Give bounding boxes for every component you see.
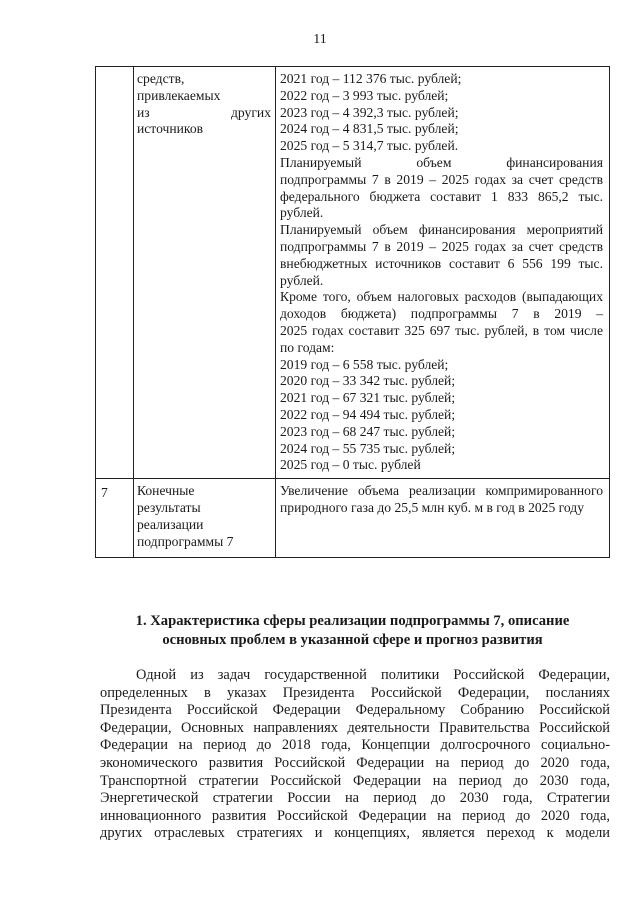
name-line: источников [137, 121, 204, 137]
value-line: 2025 год – 5 314,7 тыс. рублей. [280, 138, 459, 154]
value-line: доходов бюджета) подпрограммы 7 в 2019 – [280, 306, 603, 322]
paragraph-line: Энергетической стратегии России на период до 2030 года, Стратегии [100, 790, 610, 807]
body-paragraph [100, 667, 610, 843]
paragraph-line: Транспортной стратегии Российской Федерации на период до 2030 года, [100, 772, 610, 789]
value-line: 2025 год – 0 тыс. рублей [280, 457, 421, 473]
section-title-line: основных проблем в указанной сфере и прогноз развития [162, 632, 543, 648]
name-line: подпрограммы 7 [137, 533, 234, 549]
row-name-cell [134, 479, 276, 558]
value-line: по годам: [280, 339, 335, 355]
paragraph-line: определенных в указах Президента Российской Федерации, посланиях [100, 684, 610, 701]
value-line: 2022 год – 94 494 тыс. рублей; [280, 406, 456, 422]
value-line: 2024 год – 55 735 тыс. рублей; [280, 440, 456, 456]
paragraph-line: других отраслевых стратегиях и концепциях, является переход к модели [100, 825, 610, 842]
name-line: Конечные [137, 483, 195, 499]
value-line: рублей. [280, 272, 324, 288]
paragraph-line: Одной из задач государственной политики Российской Федерации, [136, 667, 610, 683]
value-line: 2019 год – 6 558 тыс. рублей; [280, 356, 449, 372]
name-line: привлекаемых [137, 87, 221, 103]
value-line: 2021 год – 112 376 тыс. рублей; [280, 71, 462, 86]
value-line: 2020 год – 33 342 тыс. рублей; [280, 373, 456, 389]
value-line: Планируемый объем финансирования мероприятий [280, 222, 603, 238]
section-title-line: 1. Характеристика сферы реализации подпрограммы 7, описание [135, 613, 570, 629]
section-title [95, 612, 610, 650]
value-line: внебюджетных источников составит 6 556 199 тыс. [280, 255, 603, 271]
paragraph-line: экономического развития Российской Федерации на период до 2020 года, [100, 754, 610, 771]
paragraph-line: Федерации, Основных направлениях деятельности Правительства Российской [100, 719, 610, 736]
paragraph-line: инновационного развития Российской Федерации на период до 2020 года, [100, 807, 610, 824]
value-line: Кроме того, объем налоговых расходов (выпадающих [280, 289, 603, 305]
subprogram-passport-table [95, 66, 610, 558]
value-line: 2022 год – 3 993 тыс. рублей; [280, 87, 449, 103]
value-line: рублей. [280, 205, 324, 221]
value-line: Увеличение объема реализации компримированного [280, 483, 603, 499]
value-line: 2024 год – 4 831,5 тыс. рублей; [280, 121, 459, 137]
name-line: реализации [137, 516, 204, 532]
paragraph-line: Президента Российской Федерации Федеральному Собранию Российской [100, 702, 610, 719]
value-line: федерального бюджета составит 1 833 865,2 тыс. [280, 188, 603, 204]
row-value-cell [276, 479, 610, 558]
table-row [96, 67, 610, 479]
name-line: из других [137, 104, 271, 120]
name-line: средств, [137, 71, 185, 86]
value-line: подпрограммы 7 в 2019 – 2025 годах за счет средств [280, 171, 603, 187]
name-line: результаты [137, 499, 201, 515]
value-line: природного газа до 25,5 млн куб. м в год в 2025 году [280, 499, 585, 515]
value-line: 2023 год – 68 247 тыс. рублей; [280, 423, 456, 439]
value-line: подпрограммы 7 в 2019 – 2025 годах за счет средств [280, 238, 603, 254]
page-number: 11 [313, 32, 327, 47]
value-line: 2021 год – 67 321 тыс. рублей; [280, 390, 456, 406]
row-number-cell [96, 67, 134, 479]
value-line: 2025 годах составит 325 697 тыс. рублей, в том числе [280, 322, 603, 338]
row-value-cell [276, 67, 610, 479]
value-line: Планируемый объем финансирования [280, 154, 603, 170]
paragraph-line: Федерации на период до 2018 года, Концепции долгосрочного социально- [100, 737, 610, 754]
table-row [96, 479, 610, 558]
row-name-cell [134, 67, 276, 479]
row-number-cell: 7 [96, 479, 134, 558]
value-line: 2023 год – 4 392,3 тыс. рублей; [280, 104, 459, 120]
